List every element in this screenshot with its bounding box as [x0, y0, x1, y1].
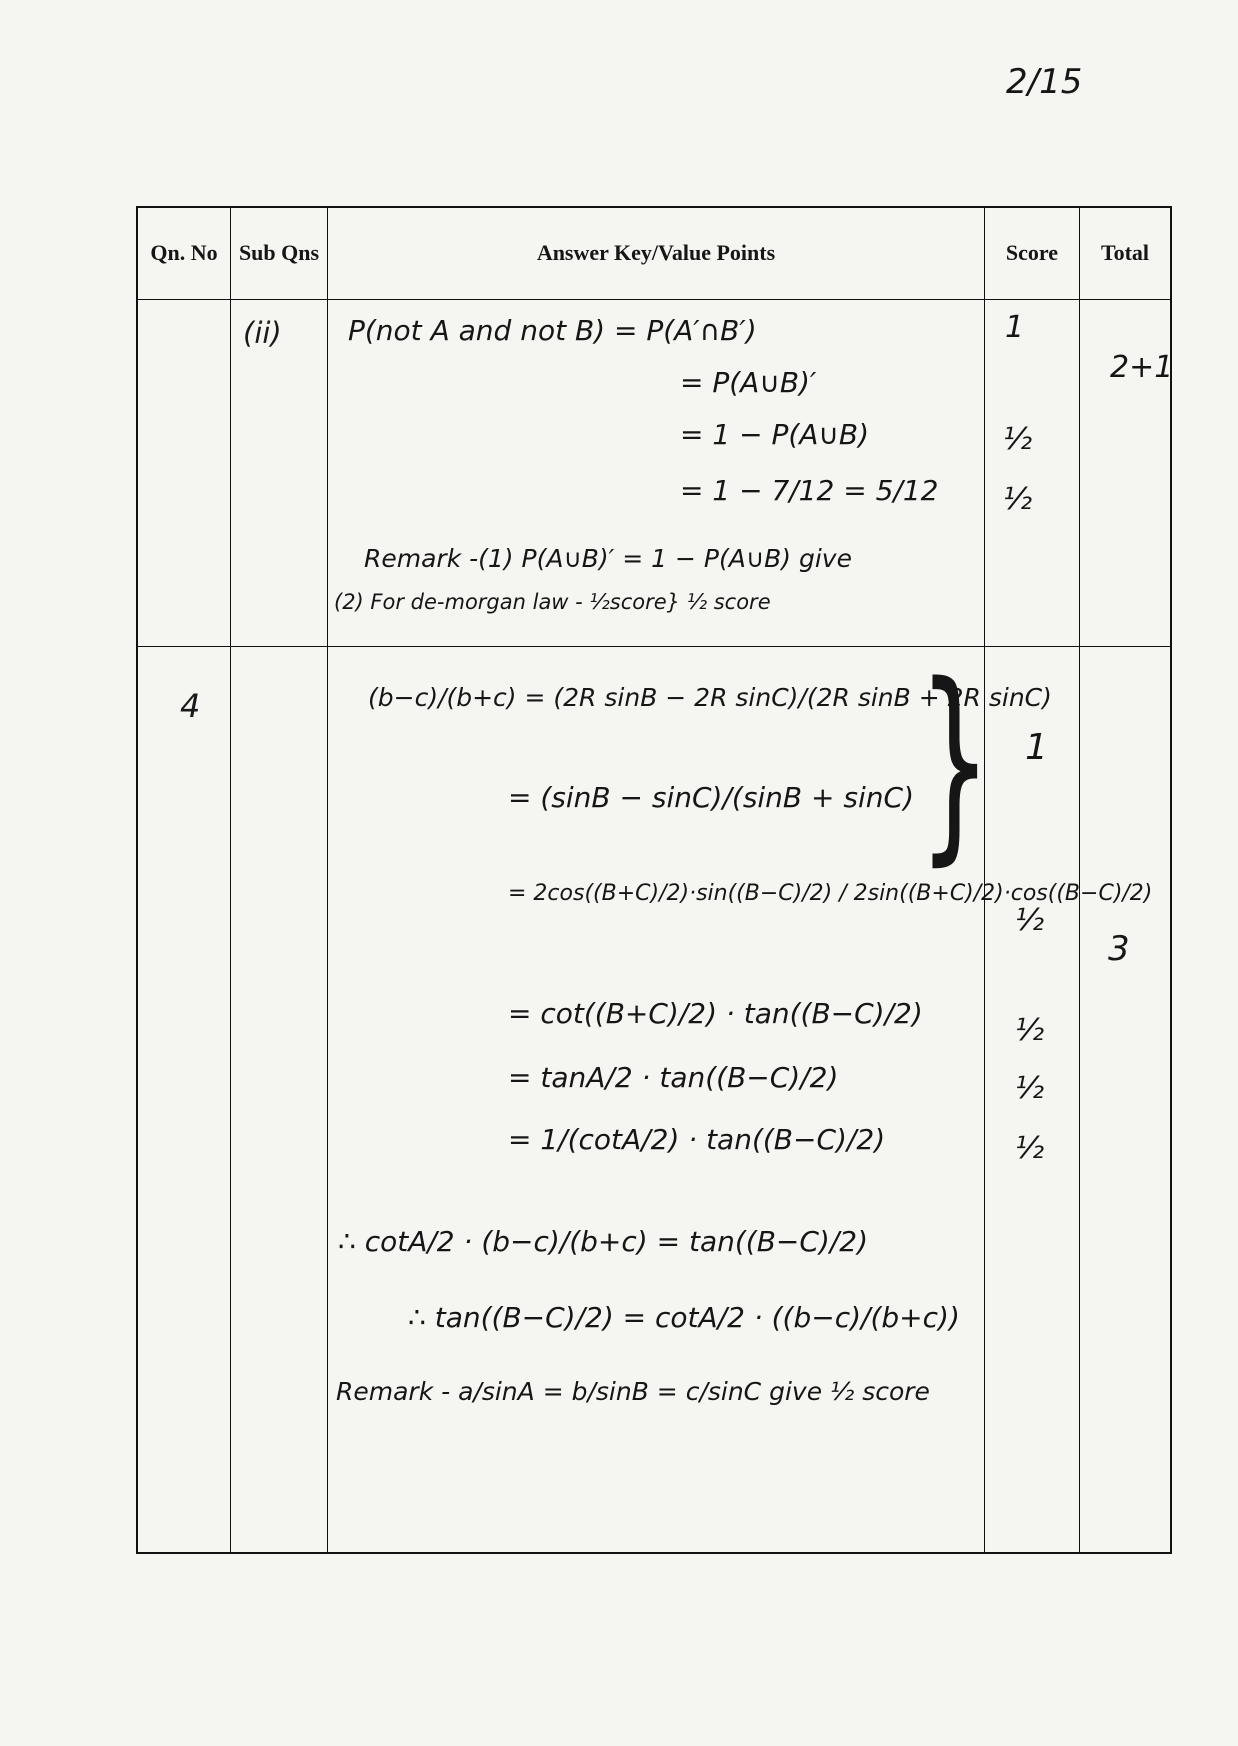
row2-total: [1080, 647, 1170, 1552]
answer-line: (b−c)/(b+c) = (2R sinB − 2R sinC)/(2R sinB + 2R sinC): [368, 683, 1052, 712]
row2-answer: [328, 639, 1153, 1552]
row1-answer: [328, 300, 985, 647]
total-mark: 3: [1108, 929, 1130, 969]
total-mark: 2+1: [1110, 350, 1174, 385]
row1-qn-no: [138, 300, 231, 647]
answer-line: = tanA/2 · tan((B−C)/2): [508, 1061, 839, 1094]
score-mark: ½: [1003, 482, 1033, 517]
score-mark: ½: [1015, 903, 1045, 938]
header-total: Total: [1080, 208, 1170, 300]
score-mark: ½: [1015, 1131, 1045, 1166]
header-score: Score: [985, 208, 1080, 300]
answer-line: = (sinB − sinC)/(sinB + sinC): [508, 781, 914, 814]
page-number: 2/15: [1006, 62, 1083, 102]
row1-sub-qn: (ii): [231, 300, 328, 647]
header-answer-key: Answer Key/Value Points: [328, 208, 985, 300]
answer-line: ∴ tan((B−C)/2) = cotA/2 · ((b−c)/(b+c)): [408, 1301, 960, 1334]
header-qn-no: Qn. No: [138, 208, 231, 300]
score-mark: ½: [1003, 422, 1033, 457]
score-mark: 1: [1005, 310, 1025, 345]
answer-remark: Remark -(1) P(A∪B)′ = 1 − P(A∪B) give: [364, 544, 852, 573]
answer-line: = 1 − 7/12 = 5/12: [680, 474, 939, 507]
row1-score: [985, 300, 1080, 647]
row1-total: [1080, 300, 1174, 647]
answer-remark: (2) For de-morgan law - ½score} ½ score: [334, 590, 771, 614]
brace-icon: }: [918, 639, 992, 884]
answer-line: = 1/(cotA/2) · tan((B−C)/2): [508, 1123, 886, 1156]
score-mark: ½: [1015, 1071, 1045, 1106]
answer-line: P(not A and not B) = P(A′∩B′): [348, 314, 757, 347]
score-mark: 1: [1025, 727, 1048, 768]
answer-key-table: [136, 206, 1172, 1554]
row2-qn-no: 4: [138, 647, 231, 1552]
answer-remark: Remark - a/sinA = b/sinB = c/sinC give ½ score: [336, 1377, 930, 1406]
row2-sub-qn: [231, 647, 328, 1552]
answer-line: = 2cos((B+C)/2)·sin((B−C)/2) / 2sin((B+C)/2)·cos((B−C)/2): [508, 881, 1153, 906]
header-sub-qns: Sub Qns: [231, 208, 328, 300]
answer-line: = P(A∪B)′: [680, 366, 817, 399]
answer-line: = 1 − P(A∪B): [680, 418, 870, 451]
answer-line: = cot((B+C)/2) · tan((B−C)/2): [508, 997, 923, 1030]
answer-line: ∴ cotA/2 · (b−c)/(b+c) = tan((B−C)/2): [338, 1225, 869, 1258]
score-mark: ½: [1015, 1013, 1045, 1048]
row2-score: [985, 647, 1080, 1552]
